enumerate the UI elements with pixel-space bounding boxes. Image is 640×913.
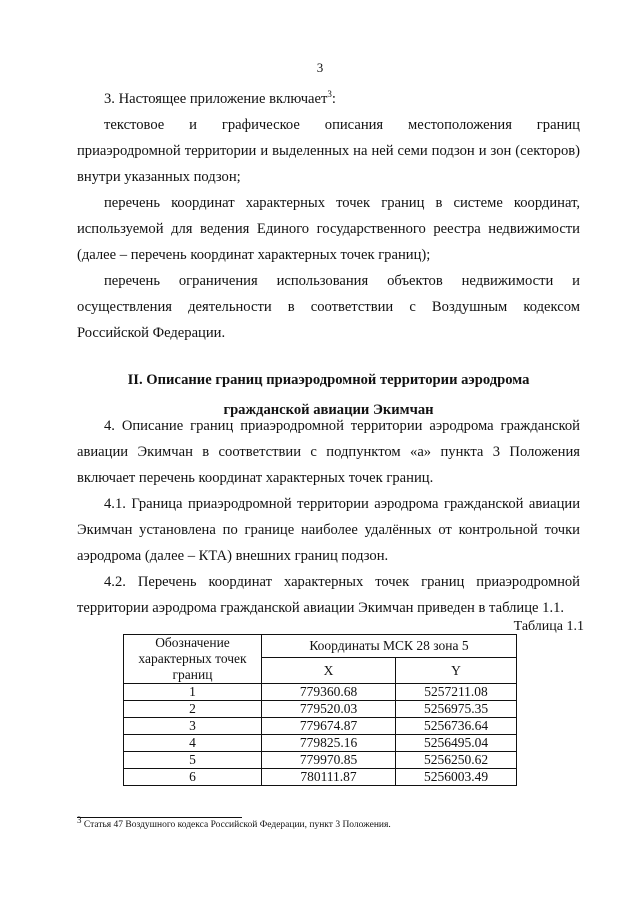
footnote-ref: 3 xyxy=(327,89,332,100)
footnote-mark: 3 xyxy=(77,815,82,825)
table-cell-x: 779520.03 xyxy=(262,701,396,718)
page-number: 3 xyxy=(316,60,324,75)
section-title-line1: II. Описание границ приаэродромной территории аэродрома xyxy=(127,372,530,388)
footnote-divider xyxy=(77,817,242,818)
table-cell-x: 780111.87 xyxy=(262,769,396,786)
header-coordinates: Координаты МСК 28 зона 5 xyxy=(262,635,517,658)
table-row xyxy=(124,752,517,769)
section-title-line2: гражданской авиации Экимчан xyxy=(223,402,434,418)
table-row xyxy=(124,701,517,718)
table-cell-y: 5256736.64 xyxy=(396,718,517,735)
intro-end: : xyxy=(331,91,336,107)
table-cell-x: 779970.85 xyxy=(262,752,396,769)
paragraph-4 xyxy=(77,413,580,491)
coordinates-table xyxy=(123,634,517,786)
table-cell-x: 779360.68 xyxy=(262,684,396,701)
paragraph-4-2-text: 4.2. Перечень координат характерных точек границ приаэродромной территории аэродрома гражданской авиации Экимчан приведен в таблице 1.1. xyxy=(77,574,580,616)
paragraph-4-1-text: 4.1. Граница приаэродромной территории аэродрома гражданской авиации Экимчан установлена по границе наиболее удалённых от контрольной точки аэродрома (далее – КТА) внешних границ подзон. xyxy=(77,496,580,564)
intro-paragraph xyxy=(77,86,580,112)
list-item-restrictions-text: перечень ограничения использования объектов недвижимости и осуществления деятельности в соответствии с Воздушным кодексом Российской Федерации. xyxy=(77,273,580,341)
table-caption: Таблица 1.1 xyxy=(513,619,584,634)
table-cell-n: 5 xyxy=(124,752,262,769)
table-cell-y: 5257211.08 xyxy=(396,684,517,701)
list-item-description-text: текстовое и графическое описания местоположения границ приаэродромной территории и выделенных на ней семи подзон и зон (секторов) внутри указанных подзон; xyxy=(77,117,580,185)
table-cell-y: 5256003.49 xyxy=(396,769,517,786)
table-row xyxy=(124,735,517,752)
table-cell-x: 779674.87 xyxy=(262,718,396,735)
intro-text: 3. Настоящее приложение включает xyxy=(104,91,328,107)
table-cell-n: 2 xyxy=(124,701,262,718)
footnote xyxy=(77,815,391,831)
header-y: Y xyxy=(396,658,517,684)
table-row xyxy=(124,684,517,701)
table-cell-n: 1 xyxy=(124,684,262,701)
table-cell-x: 779825.16 xyxy=(262,735,396,752)
list-item-restrictions xyxy=(77,268,580,346)
list-item-coordinates xyxy=(77,190,580,268)
table-cell-n: 4 xyxy=(124,735,262,752)
paragraph-4-2 xyxy=(77,569,580,621)
table-row xyxy=(124,718,517,735)
list-item-coordinates-text: перечень координат характерных точек границ в системе координат, используемой для ведения Единого государственного реестра недвижимости (далее – перечень координат характерных точек границ); xyxy=(77,195,580,263)
paragraph-4-text: 4. Описание границ приаэродромной территории аэродрома гражданской авиации Экимчан в соответствии с подпунктом «а» пункта 3 Положения включает перечень координат характерных точек границ. xyxy=(77,418,580,486)
footnote-text: Статья 47 Воздушного кодекса Российской Федерации, пункт 3 Положения. xyxy=(81,820,391,831)
header-x: X xyxy=(262,658,396,684)
table-cell-n: 6 xyxy=(124,769,262,786)
header-point-designation: Обозначение характерных точек границ xyxy=(124,635,262,684)
table-row xyxy=(124,769,517,786)
table-cell-y: 5256250.62 xyxy=(396,752,517,769)
table-cell-n: 3 xyxy=(124,718,262,735)
list-item-description xyxy=(77,112,580,190)
paragraph-4-1 xyxy=(77,491,580,569)
table-cell-y: 5256975.35 xyxy=(396,701,517,718)
table-cell-y: 5256495.04 xyxy=(396,735,517,752)
